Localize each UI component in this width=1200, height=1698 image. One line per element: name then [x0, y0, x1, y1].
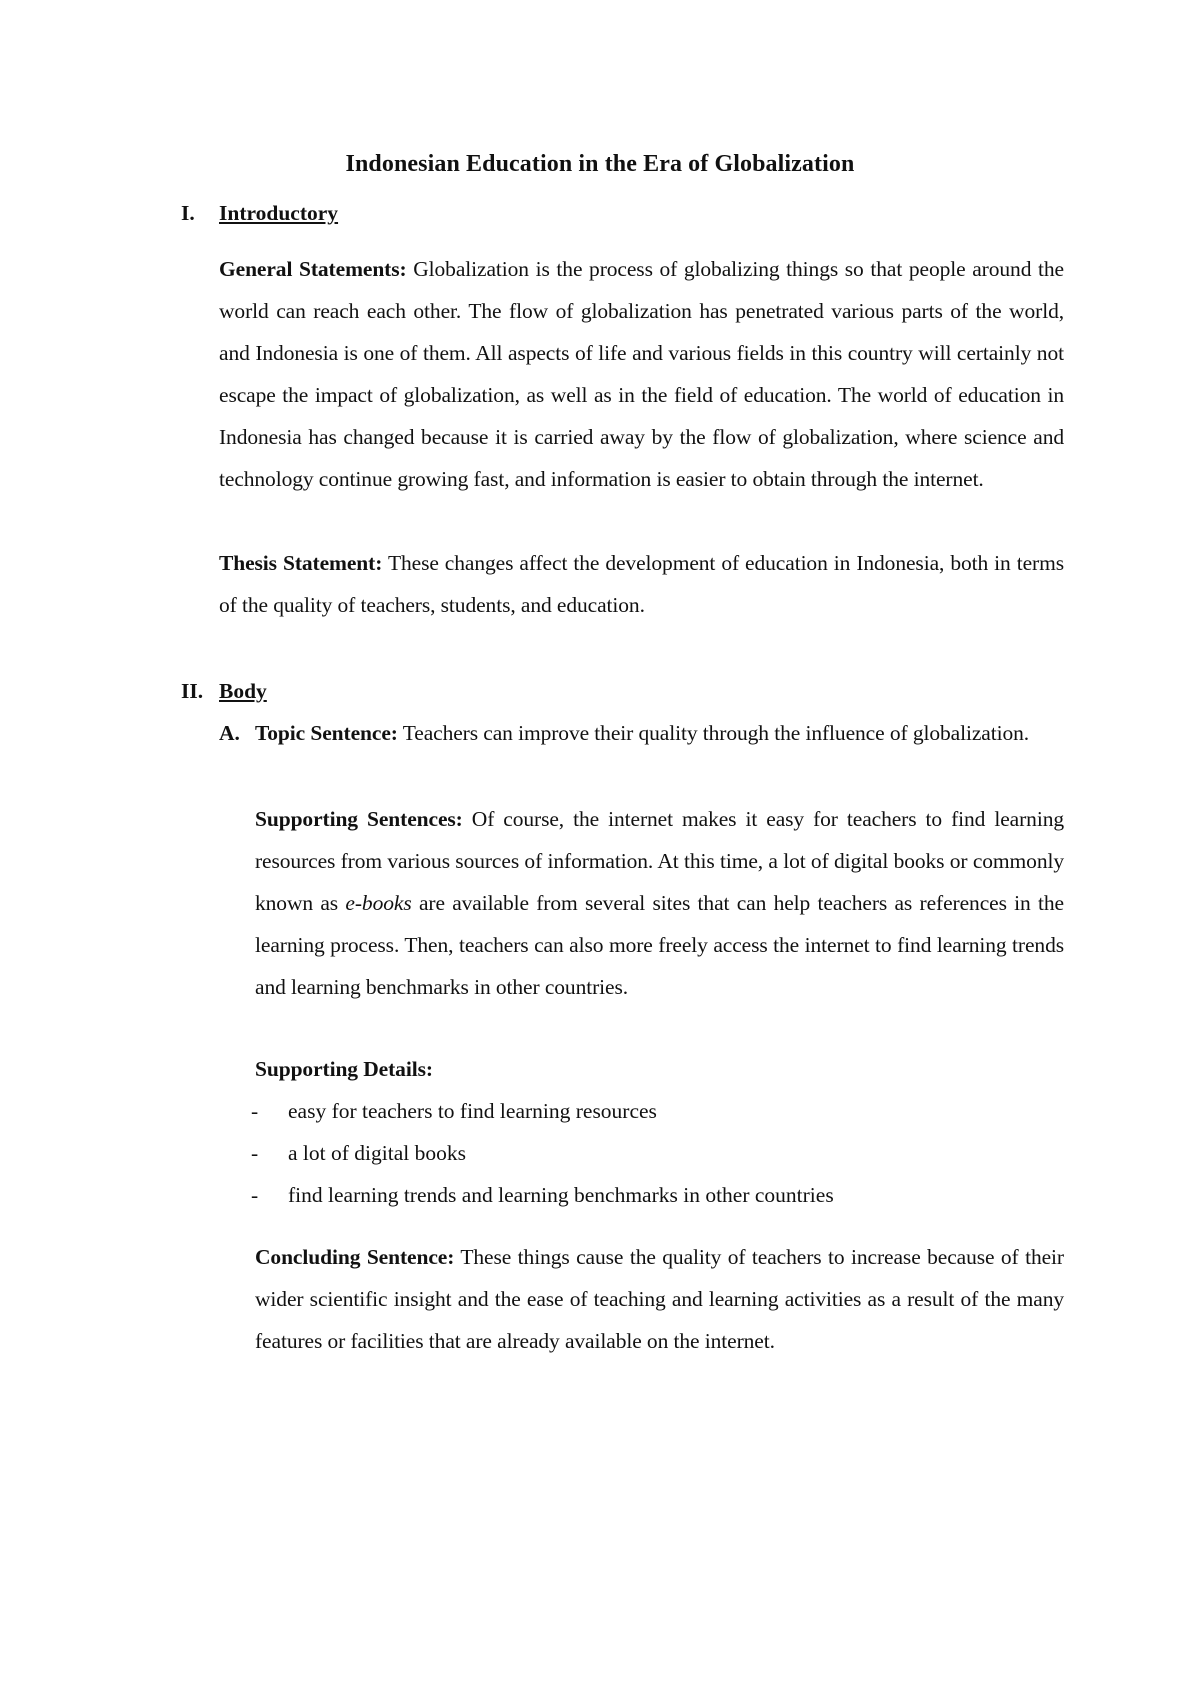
supporting-sentences-label: Supporting Sentences:	[255, 807, 463, 831]
list-item	[251, 1090, 657, 1132]
document-title: Indonesian Education in the Era of Globalization	[345, 151, 855, 177]
list-item-text: easy for teachers to find learning resources	[288, 1099, 657, 1123]
supporting-details-heading	[255, 1048, 1064, 1090]
bullet-marker: -	[251, 1099, 259, 1123]
bullet-marker: -	[251, 1141, 259, 1165]
supporting-sentences-text-continued: are available from several sites that can help teachers as references in the learning process. Then, teachers can also more freely access the internet to find learning trends and learning benchmarks in other countries.	[255, 891, 1065, 999]
point-a-letter-container	[219, 712, 255, 754]
thesis-statement-label: Thesis Statement:	[219, 551, 383, 575]
bullet-marker: -	[251, 1183, 259, 1207]
section-heading-body	[181, 676, 267, 706]
topic-sentence-label: Topic Sentence:	[255, 721, 398, 745]
section-number: I.	[181, 201, 195, 225]
topic-sentence-paragraph	[255, 712, 1064, 754]
thesis-statement-paragraph	[219, 542, 1064, 626]
list-item	[251, 1174, 834, 1216]
general-statements-paragraph	[219, 248, 1064, 500]
section-heading-introductory	[181, 198, 338, 228]
concluding-sentence-paragraph	[255, 1236, 1064, 1362]
section-title: Introductory	[219, 201, 339, 225]
point-letter: A.	[219, 721, 240, 745]
section-number: II.	[181, 679, 204, 703]
list-item	[251, 1132, 466, 1174]
section-title: Body	[219, 679, 267, 703]
topic-sentence-text: Teachers can improve their quality through the influence of globalization.	[402, 721, 1030, 745]
supporting-details-label: Supporting Details:	[255, 1057, 433, 1081]
list-item-text: a lot of digital books	[288, 1141, 466, 1165]
supporting-sentences-paragraph	[255, 798, 1064, 1008]
concluding-sentence-text: These things cause the quality of teachers to increase because of their wider scientific insight and the ease of teaching and learning activities as a result of the many features or facilities that are already available on the internet.	[255, 1245, 1064, 1353]
concluding-sentence-label: Concluding Sentence:	[255, 1245, 455, 1269]
supporting-sentences-text: Of course, the internet makes it easy for teachers to find learning resources from various sources of information. At this time, a lot of digital books or commonly known as	[255, 807, 1065, 915]
thesis-statement-text: These changes affect the development of education in Indonesia, both in terms of the quality of teachers, students, and education.	[219, 551, 1064, 617]
list-item-text: find learning trends and learning benchmarks in other countries	[288, 1183, 834, 1207]
supporting-sentences-emphasis: e-books	[345, 891, 412, 915]
general-statements-label: General Statements:	[219, 257, 407, 281]
general-statements-text: Globalization is the process of globalizing things so that people around the world can reach each other. The flow of globalization has penetrated various parts of the world, and Indonesia is one of them. All aspects of life and various fields in this country will certainly not escape the impact of globalization, as well as in the field of education. The world of education in Indonesia has changed because it is carried away by the flow of globalization, where science and technology continue growing fast, and information is easier to obtain through the internet.	[219, 257, 1064, 491]
